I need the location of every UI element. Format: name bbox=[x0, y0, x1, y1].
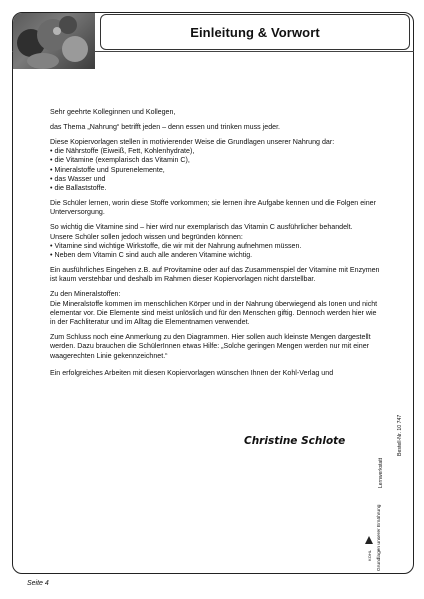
topics-list bbox=[50, 147, 380, 193]
publisher-logo bbox=[364, 535, 374, 573]
vitamins-list bbox=[50, 242, 380, 261]
signature: Christine Schlote bbox=[244, 435, 346, 447]
paragraph-intro: das Thema „Nahrung“ betrifft jeden – denn essen und trinken muss jeder. bbox=[50, 122, 281, 131]
list-item: • die Vitamine (exemplarisch das Vitamin C), bbox=[50, 156, 380, 165]
paragraph-closing: Ein erfolgreiches Arbeiten mit diesen Kopiervorlagen wünschen Ihnen der Kohl-Verlag und bbox=[50, 368, 334, 377]
section-heading-minerals: Zu den Mineralstoffen: bbox=[50, 290, 121, 299]
paragraph-vitamins-reasons: Unsere Schüler sollen jedoch wissen und begründen können: bbox=[50, 232, 243, 241]
series-name: Lernwerkstatt bbox=[378, 457, 384, 488]
list-item: • die Nährstoffe (Eiweiß, Fett, Kohlenhydrate), bbox=[50, 147, 380, 156]
kohl-logo-icon bbox=[364, 535, 374, 545]
title-box bbox=[100, 14, 410, 50]
fruit-photo bbox=[13, 13, 95, 69]
paragraph-learning: Die Schüler lernen, worin diese Stoffe vorkommen; sie lernen ihre Aufgabe kennen und die Folgen einer Unterversorgung. bbox=[50, 199, 376, 217]
list-item: • das Wasser und bbox=[50, 175, 380, 184]
paragraph-minerals: Die Mineralstoffe kommen im menschlichen Körper und in der Nahrung überwiegend als Ionen und nicht elementar vor. Die Elemente sind meist unlöslich und für den Menschen giftig. Dennoch werden hier wie in der Fachliteratur und im Alltag die Elementnamen verwendet. bbox=[50, 299, 378, 327]
paragraph-topics-intro: Diese Kopiervorlagen stellen in motivierender Weise die Grundlagen unserer Nahrung dar: bbox=[50, 137, 335, 146]
paragraph-diagrams: Zum Schluss noch eine Anmerkung zu den Diagrammen. Hier sollen auch kleinste Mengen dargestellt werden. Dazu brauchen die SchülerInnen etwas Hilfe: „Solche geringen Mengen werden nur mit einer waagerechten Linie gekennzeichnet.“ bbox=[50, 333, 371, 360]
order-number: Bestell-Nr. 10 747 bbox=[397, 414, 403, 456]
list-item: • Neben dem Vitamin C sind auch alle anderen Vitamine wichtig. bbox=[50, 251, 380, 260]
list-item: • Mineralstoffe und Spurenelemente, bbox=[50, 166, 380, 175]
letter-body bbox=[50, 108, 380, 384]
list-item: • die Ballaststoffe. bbox=[50, 184, 380, 193]
logo-text: KOHL bbox=[366, 550, 372, 561]
book-title-line bbox=[377, 411, 382, 571]
book-title: Grundlagen unserer Ernährung bbox=[377, 504, 382, 571]
salutation: Sehr geehrte Kolleginnen und Kollegen, bbox=[50, 108, 176, 116]
page-title: Einleitung & Vorwort bbox=[190, 24, 320, 40]
list-item: • Vitamine sind wichtige Wirkstoffe, die wir mit der Nahrung aufnehmen müssen. bbox=[50, 242, 380, 251]
fruit-illustration-icon bbox=[13, 13, 95, 69]
page-number: Seite 4 bbox=[27, 580, 49, 587]
paragraph-provitamins: Ein ausführliches Eingehen z.B. auf Provitamine oder auf das Zusammenspiel der Vitamine mit Enzymen ist kaum verstehbar und deshalb im Rahmen dieser Kopiervorlagen nicht darstellbar. bbox=[50, 266, 380, 284]
paragraph-vitamins: So wichtig die Vitamine sind – hier wird nur exemplarisch das Vitamin C ausführlicher behandelt. bbox=[50, 223, 353, 232]
